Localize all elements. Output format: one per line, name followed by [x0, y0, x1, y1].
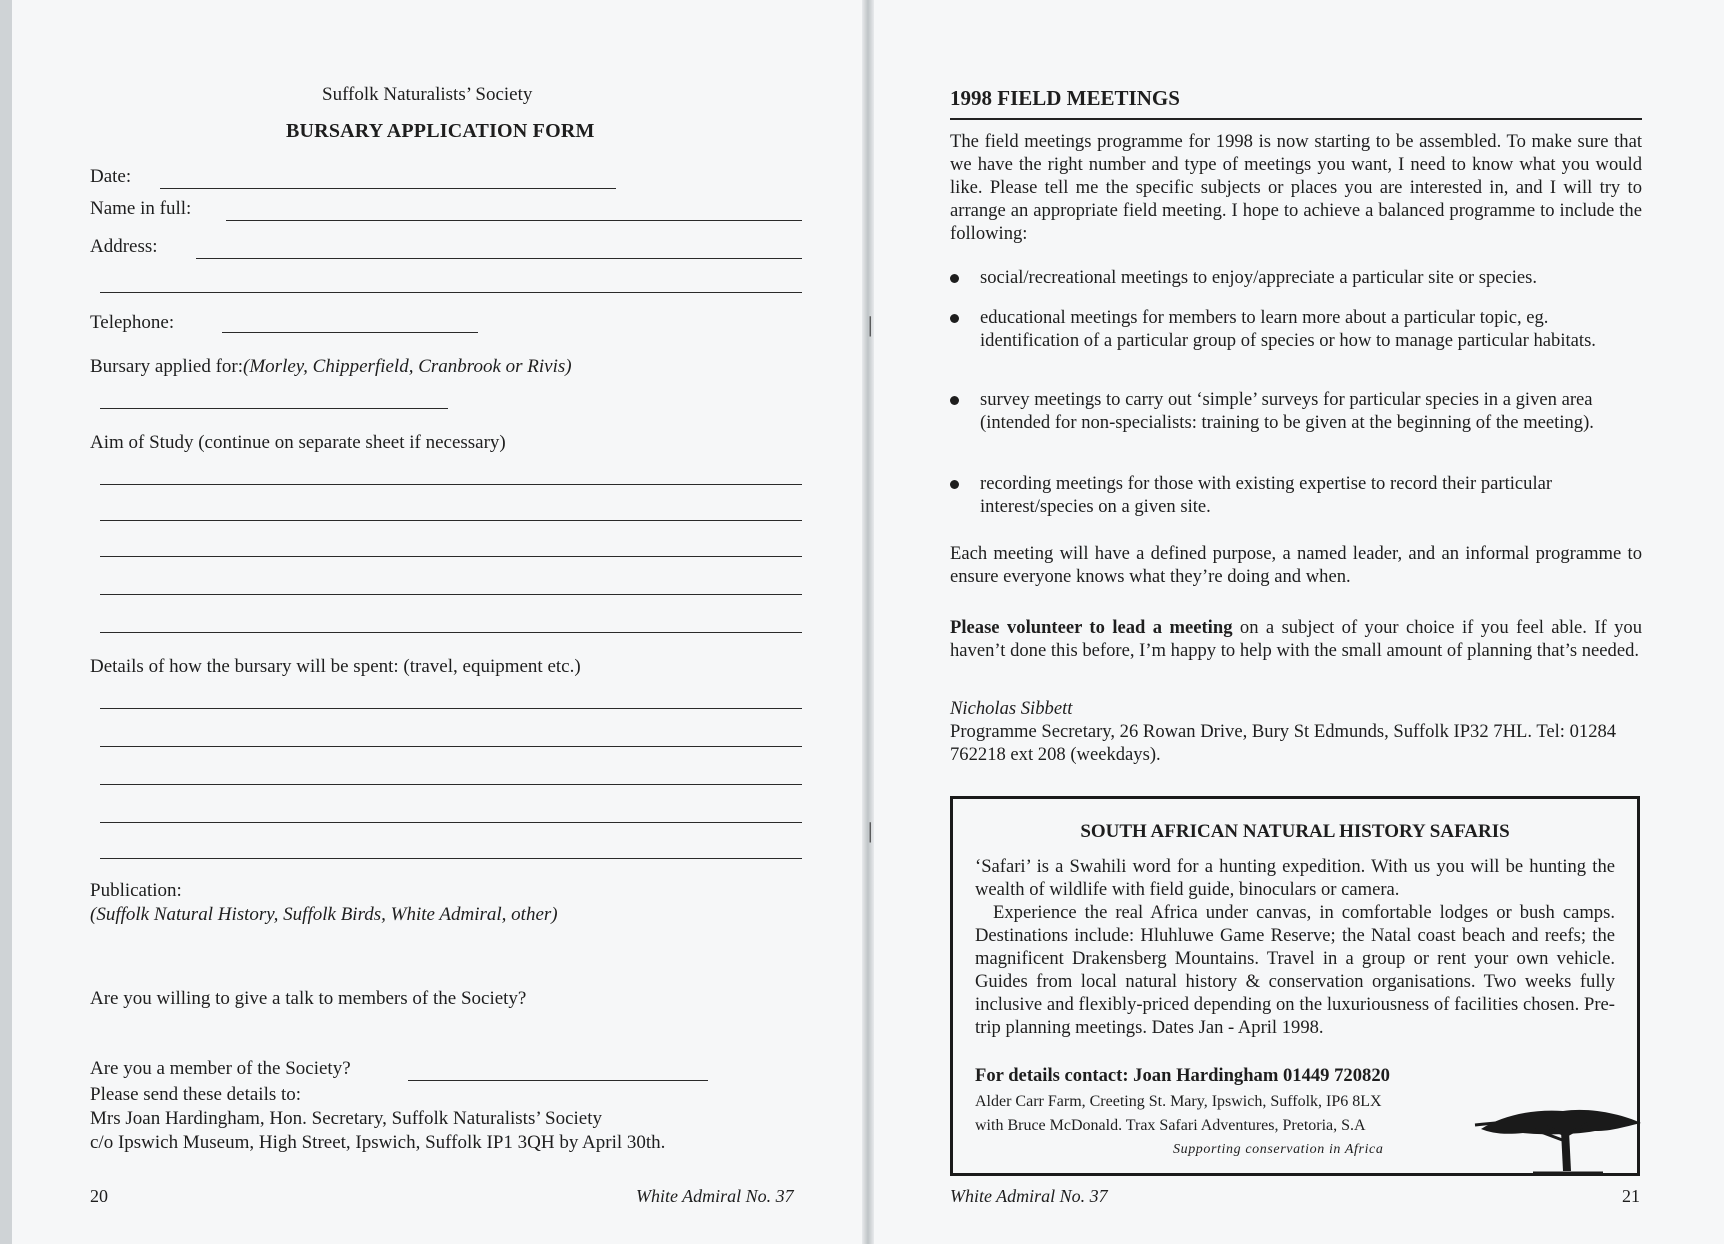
telephone-label: Telephone: [90, 312, 175, 333]
telephone-line[interactable] [222, 332, 478, 333]
advert-body [975, 855, 1615, 1039]
meeting-paragraph: Each meeting will have a defined purpose, a named leader, and an informal programme to ensure everyone knows what they’re doing and when. [950, 543, 1642, 587]
bullet-dot-icon [950, 274, 959, 283]
binding-staple: | [868, 312, 873, 337]
send-address: c/o Ipswich Museum, High Street, Ipswich, Suffolk IP1 3QH by April 30th. [90, 1132, 666, 1153]
advert-paragraph-2: Experience the real Africa under canvas, in comfortable lodges or bush camps. Destinations include: Hluhluwe Game Reserve; the Natal coast beach and reefs; the magnificent Drakensberg Mountains. Travel in a group or rent your own vehicle. Guides from local natural history & conservation organisations. Two weeks fully inclusive and flexibly-priced depending on the luxuriousness of facilities chosen. Pre-trip planning meetings. Dates Jan - April 1998. [975, 902, 1615, 1038]
signature: Nicholas Sibbett [950, 698, 1073, 719]
page-number-right: 21 [1622, 1186, 1640, 1206]
name-label: Name in full: [90, 198, 192, 219]
binding-staple: | [868, 818, 873, 843]
intro-paragraph: The field meetings programme for 1998 is now starting to be assembled. To make sure that we have the right number and type of meetings you want, I need to know what you would like. Please tell me the specific subjects or places you are interested in, and I will try to arrange an appropriate field meeting. I hope to achieve a balanced programme to include the following: [950, 131, 1642, 244]
details-label: Details of how the bursary will be spent: (travel, equipment etc.) [90, 656, 581, 677]
society-name: Suffolk Naturalists’ Society [322, 84, 533, 105]
aim-label: Aim of Study (continue on separate sheet if necessary) [90, 432, 506, 453]
bullet-text: recording meetings for those with existing expertise to record their particular interest/species on a given site. [980, 473, 1553, 517]
bullet-dot-icon [950, 480, 959, 489]
aim-line-3[interactable] [100, 556, 802, 557]
member-line[interactable] [408, 1080, 708, 1081]
title-rule [950, 118, 1642, 120]
publication-label: Publication: [90, 880, 182, 901]
secretary-address: Programme Secretary, 26 Rowan Drive, Bury St Edmunds, Suffolk IP32 7HL. Tel: 01284 762218 ext 208 (weekdays). [950, 721, 1617, 765]
publication-options: (Suffolk Natural History, Suffolk Birds, White Admiral, other) [90, 904, 558, 925]
volunteer-paragraph [950, 616, 1642, 662]
magazine-footer-right: White Admiral No. 37 [950, 1186, 1108, 1206]
form-title: BURSARY APPLICATION FORM [286, 120, 595, 142]
details-line-1[interactable] [100, 708, 802, 709]
details-line-4[interactable] [100, 822, 802, 823]
binding-gutter [862, 0, 874, 1244]
advert-tagline: Supporting conservation in Africa [1173, 1142, 1384, 1157]
volunteer-text: on a subject of your choice if you feel able. If you haven’t done this before, I’m happy to help with the small amount of planning that’s needed. [950, 617, 1642, 661]
address-line-2[interactable] [100, 292, 802, 293]
bullet-dot-icon [950, 314, 959, 323]
member-question: Are you a member of the Society? [90, 1058, 351, 1079]
advert-address-2: with Bruce McDonald. Trax Safari Adventures, Pretoria, S.A [975, 1117, 1366, 1134]
aim-line-1[interactable] [100, 484, 802, 485]
magazine-footer-left: White Admiral No. 37 [636, 1186, 794, 1206]
aim-line-2[interactable] [100, 520, 802, 521]
bullet-item [950, 472, 1642, 518]
send-name: Mrs Joan Hardingham, Hon. Secretary, Suffolk Naturalists’ Society [90, 1108, 603, 1129]
advert-contact: For details contact: Joan Hardingham 01449 720820 [975, 1065, 1390, 1086]
bullet-text: social/recreational meetings to enjoy/appreciate a particular site or species. [980, 267, 1538, 288]
bullet-dot-icon [950, 396, 959, 405]
acacia-tree-icon [1473, 1095, 1643, 1175]
bullet-text: survey meetings to carry out ‘simple’ surveys for particular species in a given area (intended for non-specialists: training to be given at the beginning of the meeting). [980, 389, 1594, 433]
advert-address-1: Alder Carr Farm, Creeting St. Mary, Ipswich, Suffolk, IP6 8LX [975, 1093, 1382, 1110]
volunteer-emphasis: Please volunteer to lead a meeting [950, 617, 1233, 638]
bullet-item [950, 388, 1642, 434]
address-line[interactable] [196, 258, 802, 259]
send-heading: Please send these details to: [90, 1084, 302, 1105]
advert-title: SOUTH AFRICAN NATURAL HISTORY SAFARIS [1080, 821, 1510, 842]
bullet-text: educational meetings for members to learn more about a particular topic, eg. identification of a particular group of species or how to manage particular habitats. [980, 307, 1596, 351]
details-line-2[interactable] [100, 746, 802, 747]
bursary-label [90, 356, 572, 378]
details-line-5[interactable] [100, 858, 802, 859]
aim-line-5[interactable] [100, 632, 802, 633]
details-line-3[interactable] [100, 784, 802, 785]
aim-line-4[interactable] [100, 594, 802, 595]
safari-advert [950, 796, 1640, 1176]
bursary-prefix: Bursary applied for: [90, 356, 244, 377]
advert-paragraph-1: ‘Safari’ is a Swahili word for a hunting expedition. With us you will be hunting the wealth of wildlife with field guide, binoculars or camera. [975, 856, 1615, 900]
date-label: Date: [90, 166, 132, 187]
field-meetings-title: 1998 FIELD MEETINGS [950, 86, 1180, 110]
talk-question: Are you willing to give a talk to members of the Society? [90, 988, 527, 1009]
bursary-line[interactable] [100, 408, 448, 409]
date-line[interactable] [160, 188, 616, 189]
bullet-item [950, 266, 1642, 289]
address-label: Address: [90, 236, 158, 257]
name-line[interactable] [226, 220, 802, 221]
bursary-options: (Morley, Chipperfield, Cranbrook or Rivis) [243, 356, 572, 377]
page-number-left: 20 [90, 1186, 108, 1206]
bullet-item [950, 306, 1642, 352]
